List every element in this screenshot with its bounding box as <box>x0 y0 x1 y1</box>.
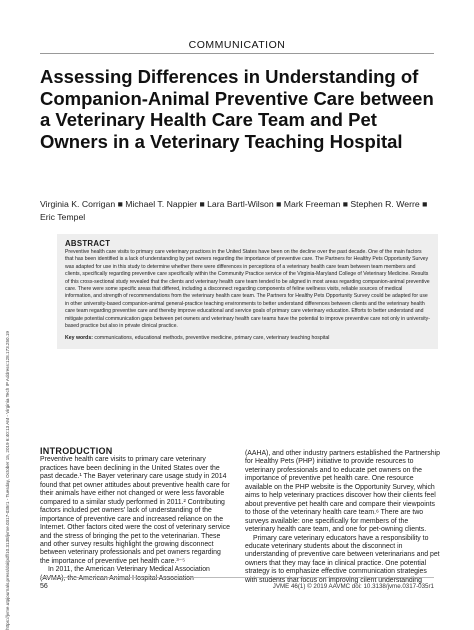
body-paragraph: Primary care veterinary educators have a responsibility to educate veterinary students about the disconnect in understanding of preventive care between veterinarians and pet owners that they may face in clinical practice. One potential strategy is to emphasize effective communication strategies with students that focus on improving client understanding <box>245 534 440 584</box>
footer-rule <box>40 577 434 578</box>
introduction-heading: INTRODUCTION <box>40 446 113 456</box>
download-watermark: https://jvme.utpjournals.press/doi/pdf/10.3138/jvme.0317-035r1 - Tuesday, October 15, 2019 6:40:13 AM - Virginia Tech IP Address:128.173.250.19 <box>5 331 10 630</box>
keywords-label: Key words: <box>65 335 93 342</box>
abstract-body: Preventive health care visits to primary care veterinary practices in the United States have been on the decline over the past decade. One of the main factors that has been identified is a lack of understanding by pet owners regarding the importance of preventive care. The Partners for Healthy Pets Opportunity Survey was adapted for use in this study to determine whether there were differences in perceptions of a veterinary health care team between team members and clients, specifically regarding preventive care specifically within the Community Practice service of the Virginia-Maryland College of Veterinary Medicine. Results of this cross-sectional study revealed that the clients and veterinary health care team tended to be aligned in most areas regarding companion-animal preventive care. There were some specific areas that differed, including a disconnect regarding components of feline wellness visits, reliable sources of medical information, and strength of recommendations from the veterinary health care team. The Partners for Healthy Pets Opportunity Survey could be adapted for use in other university-based companion-animal general-practice teaching environments to better understand differences between clients and the veterinary health care team regarding preventive care and thereby improve educational and service goals of primary care veterinary education. Efforts to better understand and mitigate potential communication gaps between pet owners and veterinary health care teams have the potential to improve preventive care not only in university-based practice but also in private clinical practice. <box>65 249 430 330</box>
page-number: 56 <box>40 583 48 590</box>
body-paragraph: Preventive health care visits to primary care veterinary practices have been declining in the United States over the past decade.¹ The Bayer veterinary care usage study in 2014 found that pet owner attitudes about preventive health care for their animals have either not changed or were less favorable compared to a similar study performed in 2011.² Contributing factors included pet owners' lack of understanding of the importance of preventive care and increased reliance on the Internet. Other factors cited were the cost of veterinary service and the stress of bringing the pet to the veterinarian. These and other survey results highlight the growing disconnect between veterinary professionals and pet owners regarding the importance of preventive pet health care.³⁻⁵ <box>40 456 230 565</box>
abstract-box <box>57 234 438 349</box>
body-paragraph: In 2011, the American Veterinary Medical Association (AVMA), the American Animal Hospital Association <box>40 566 210 582</box>
body-column-left <box>40 447 231 583</box>
author-list: Virginia K. Corrigan ■ Michael T. Nappier ■ Lara Bartl-Wilson ■ Mark Freeman ■ Stephen R. Werre ■ Eric Tempel <box>40 199 428 222</box>
body-column-right <box>245 450 440 585</box>
header-rule <box>40 53 434 54</box>
abstract-heading: ABSTRACT <box>65 239 111 248</box>
section-label: COMMUNICATION <box>188 39 286 51</box>
keywords <box>65 335 430 342</box>
body-paragraph: (AAHA), and other industry partners established the Partnership for Healthy Pets (PHP) initiative to provide resources to veterinary professionals and to educate pet owners on the importance of preventive pet health care. One resource available on the PHP website is the Opportunity Survey, which aims to help veterinary practices discover how their clients feel about preventive pet health care and compare their viewpoints to those of the veterinary health care team.⁶ There are two surveys available: one specifically for members of the veterinary health care team, and one for pet-owning clients. <box>245 450 440 534</box>
article-title: Assessing Differences in Understanding of Companion-Animal Preventive Care between a Veterinary Health Care Team and Pet Owners in a Veterinary Teaching Hospital <box>40 66 434 152</box>
keywords-list: communications, educational methods, preventive medicine, primary care, veterinary teaching hospital <box>94 335 330 342</box>
journal-reference: JVME 46(1) © 2019 AAVMC doi: 10.3138/jvme.0317-035r1 <box>272 583 434 590</box>
